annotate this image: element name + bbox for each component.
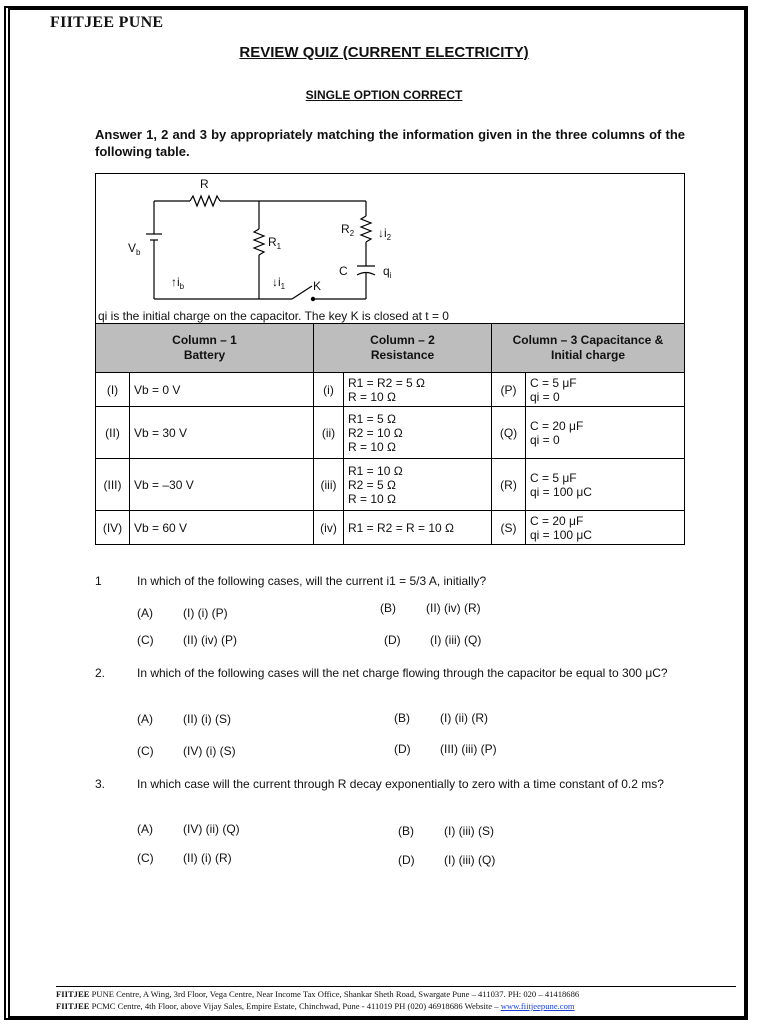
option-a[interactable]: (A) (IV) (ii) (Q)	[137, 822, 240, 836]
page-footer	[56, 986, 736, 1012]
question-text: In which of the following cases will the net charge flowing through the capacitor be equal to 300 μC?	[137, 666, 668, 680]
row-id-col1: (I)	[96, 373, 130, 407]
question-text: In which of the following cases, will the current i1 = 5/3 A, initially?	[137, 574, 487, 588]
header-column-3: Column – 3 Capacitance & Initial charge	[492, 324, 685, 373]
option-d[interactable]: (D) (III) (iii) (P)	[394, 742, 497, 756]
option-d[interactable]: (D) (I) (iii) (Q)	[384, 633, 482, 647]
switch-node	[311, 297, 315, 301]
option-b[interactable]: (B) (I) (ii) (R)	[394, 711, 488, 725]
option-c[interactable]: (C) (IV) (i) (S)	[137, 744, 236, 758]
label-vb: $V_b$	[128, 241, 141, 257]
circuit-diagram	[95, 173, 685, 323]
header-column-1: Column – 1 Battery	[96, 324, 314, 373]
section-subtitle: SINGLE OPTION CORRECT	[305, 88, 463, 102]
label-q: $q_i$	[383, 264, 392, 280]
row-id-col2: (iv)	[314, 511, 344, 545]
resistance-value: R1 = 10 Ω R2 = 5 Ω R = 10 Ω	[344, 459, 492, 511]
row-id-col2: (i)	[314, 373, 344, 407]
resistance-value: R1 = R2 = R = 10 Ω	[344, 511, 492, 545]
row-id-col1: (III)	[96, 459, 130, 511]
question-number: 2.	[95, 666, 106, 680]
capacitance-value: C = 20 μF qi = 100 μC	[526, 511, 685, 545]
row-id-col3: (S)	[492, 511, 526, 545]
row-id-col1: (IV)	[96, 511, 130, 545]
question-number: 3.	[95, 777, 106, 791]
table-row	[96, 373, 685, 407]
row-id-col3: (Q)	[492, 407, 526, 459]
matching-table	[95, 323, 685, 545]
label-i1: $↓i_1$	[272, 275, 286, 291]
circuit-svg	[96, 174, 686, 324]
question-number: 1	[95, 574, 102, 588]
header-brand: FIITJEE PUNE	[50, 14, 164, 31]
header-column-2: Column – 2 Resistance	[314, 324, 492, 373]
capacitance-value: C = 5 μF qi = 100 μC	[526, 459, 685, 511]
question-text: In which case will the current through R decay exponentially to zero with a time constant of 0.2 ms?	[137, 777, 664, 791]
label-r1: $R_1$	[268, 235, 282, 251]
capacitance-value: C = 5 μF qi = 0	[526, 373, 685, 407]
option-d[interactable]: (D) (I) (iii) (Q)	[398, 853, 496, 867]
option-c[interactable]: (C) (II) (iv) (P)	[137, 633, 237, 647]
option-c[interactable]: (C) (II) (i) (R)	[137, 851, 232, 865]
row-id-col3: (P)	[492, 373, 526, 407]
row-id-col3: (R)	[492, 459, 526, 511]
option-a[interactable]: (A) (I) (i) (P)	[137, 606, 228, 620]
option-a[interactable]: (A) (II) (i) (S)	[137, 712, 231, 726]
battery-value: Vb = 0 V	[130, 373, 314, 407]
option-b[interactable]: (B) (I) (iii) (S)	[398, 824, 494, 838]
label-k: K	[313, 279, 322, 293]
page-title: REVIEW QUIZ (CURRENT ELECTRICITY)	[239, 44, 529, 61]
battery-value: Vb = –30 V	[130, 459, 314, 511]
footer-line-1: FIITJEE PUNE Centre, A Wing, 3rd Floor, Vega Centre, Near Income Tax Office, Shankar Sheth Road, Swargate Pune – 411037. PH: 020 – 41418686	[56, 989, 580, 999]
footer-line-2: FIITJEE PCMC Centre, 4th Floor, above Vijay Sales, Empire Estate, Chinchwad, Pune - 411019 PH (020) 46918686 Website – www.fiitjeepune.com	[56, 1001, 575, 1011]
intro-text: Answer 1, 2 and 3 by appropriately matching the information given in the three columns of the following table.	[95, 127, 685, 159]
battery-value: Vb = 60 V	[130, 511, 314, 545]
option-b[interactable]: (B) (II) (iv) (R)	[380, 601, 481, 615]
website-link[interactable]: www.fiitjeepune.com	[500, 1001, 575, 1011]
row-id-col2: (iii)	[314, 459, 344, 511]
resistance-value: R1 = 5 Ω R2 = 10 Ω R = 10 Ω	[344, 407, 492, 459]
capacitance-value: C = 20 μF qi = 0	[526, 407, 685, 459]
table-row	[96, 459, 685, 511]
resistance-value: R1 = R2 = 5 Ω R = 10 Ω	[344, 373, 492, 407]
circuit-note: qi is the initial charge on the capacitor. The key K is closed at t = 0	[98, 309, 449, 323]
label-ib: $↑i_b$	[171, 275, 185, 291]
table-row	[96, 511, 685, 545]
table-row	[96, 407, 685, 459]
row-id-col1: (II)	[96, 407, 130, 459]
label-r2: $R_2$	[341, 222, 355, 238]
label-c: C	[339, 264, 348, 278]
battery-value: Vb = 30 V	[130, 407, 314, 459]
row-id-col2: (ii)	[314, 407, 344, 459]
label-i2: $↓i_2$	[378, 226, 392, 242]
label-r: R	[200, 177, 209, 191]
